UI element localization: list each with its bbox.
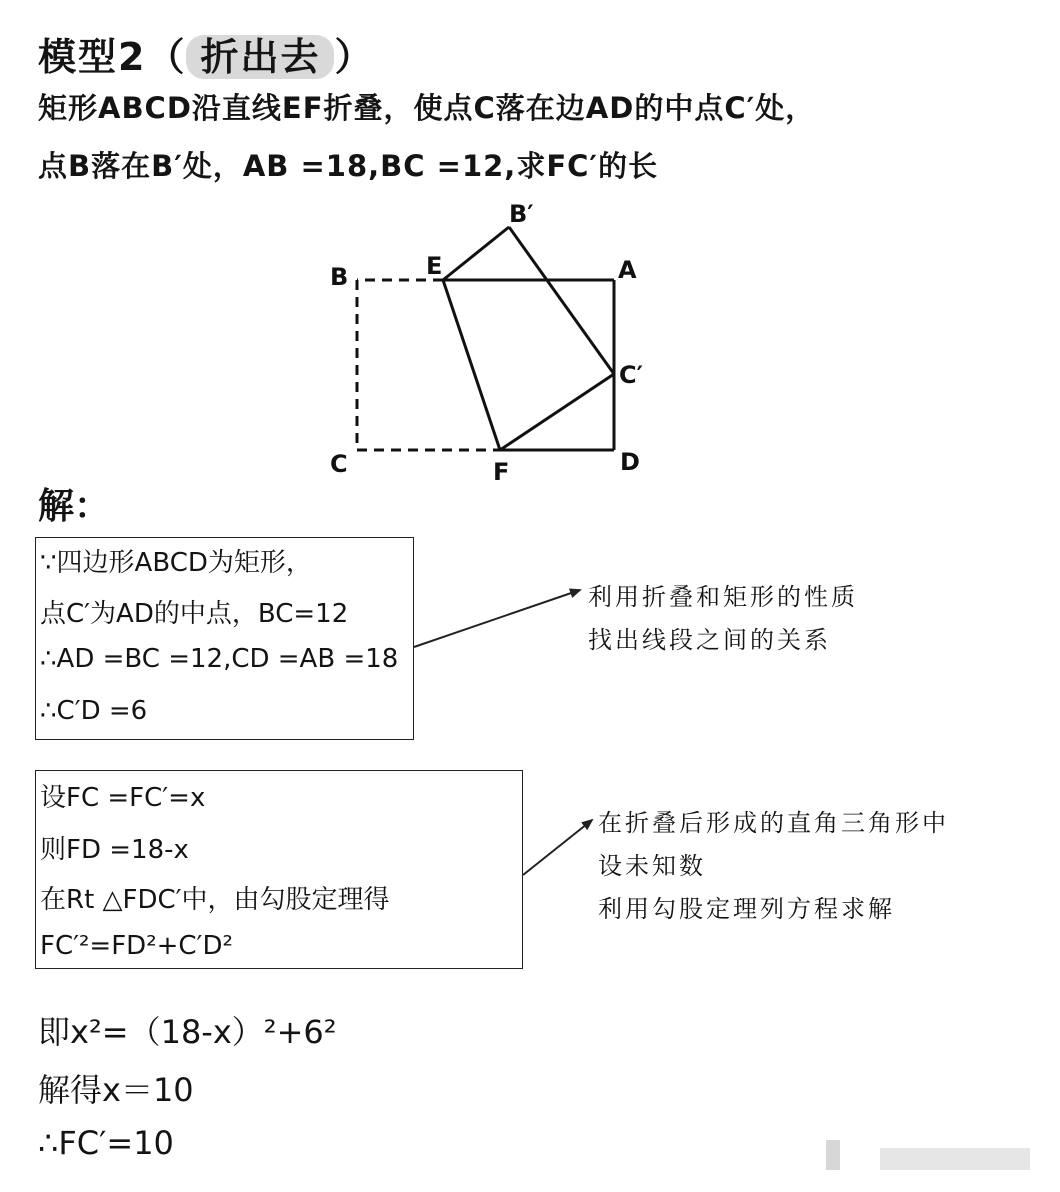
step2-line-2: 则FD =18-x: [40, 835, 189, 865]
step2-line-3: 在Rt △FDC′中，由勾股定理得: [40, 885, 390, 915]
label-a: A: [618, 256, 637, 284]
step2-box: [35, 770, 523, 969]
title-suffix: ）: [334, 35, 375, 79]
step2-note-line-2: 设未知数: [598, 852, 706, 880]
step1-line-4: ∴C′D =6: [40, 696, 148, 726]
final-line-3: ∴FC′=10: [38, 1124, 174, 1162]
solution-heading: 解：: [38, 486, 111, 527]
step1-note-line-1: 利用折叠和矩形的性质: [588, 583, 858, 611]
step1-line-2: 点C′为AD的中点，BC=12: [40, 599, 349, 629]
fold-line-ef: [443, 280, 500, 450]
step1-note-line-2: 找出线段之间的关系: [588, 626, 831, 654]
scroll-indicator-bar: [880, 1148, 1030, 1170]
step1-box: [35, 537, 414, 740]
problem-line-1: 矩形ABCD沿直线EF折叠，使点C落在边AD的中点C′处，: [38, 91, 816, 125]
label-b-prime: B′: [509, 200, 534, 228]
step2-line-1: 设FC =FC′=x: [40, 783, 206, 813]
label-b: B: [330, 263, 349, 291]
final-line-2: 解得x＝10: [38, 1071, 194, 1109]
label-c-prime: C′: [619, 361, 643, 389]
scroll-indicator-left: [826, 1140, 840, 1170]
step1-line-3: ∴AD =BC =12,CD =AB =18: [40, 644, 399, 674]
label-e: E: [426, 252, 443, 280]
label-c: C: [330, 450, 348, 478]
arrow-step1-note: [414, 590, 580, 647]
edge-eb-prime: [443, 227, 509, 280]
step2-line-4: FC′²=FD²+C′D²: [40, 931, 233, 961]
label-d: D: [620, 448, 640, 476]
title-prefix: 模型2（: [38, 35, 187, 79]
edge-b-prime-c-prime: [509, 227, 614, 374]
arrow-step2-note: [523, 820, 592, 875]
problem-line-2: 点B落在B′处，AB =18,BC =12,求FC′的长: [38, 149, 659, 183]
step1-line-1: ∵四边形ABCD为矩形，: [40, 548, 312, 578]
edge-c-prime-f: [500, 374, 614, 450]
title-highlight: 折出去: [186, 35, 334, 79]
final-line-1: 即x²=（18-x）²+6²: [38, 1013, 337, 1051]
step2-note-line-1: 在折叠后形成的直角三角形中: [598, 809, 949, 837]
step2-note-line-3: 利用勾股定理列方程求解: [598, 895, 895, 923]
label-f: F: [493, 458, 510, 486]
